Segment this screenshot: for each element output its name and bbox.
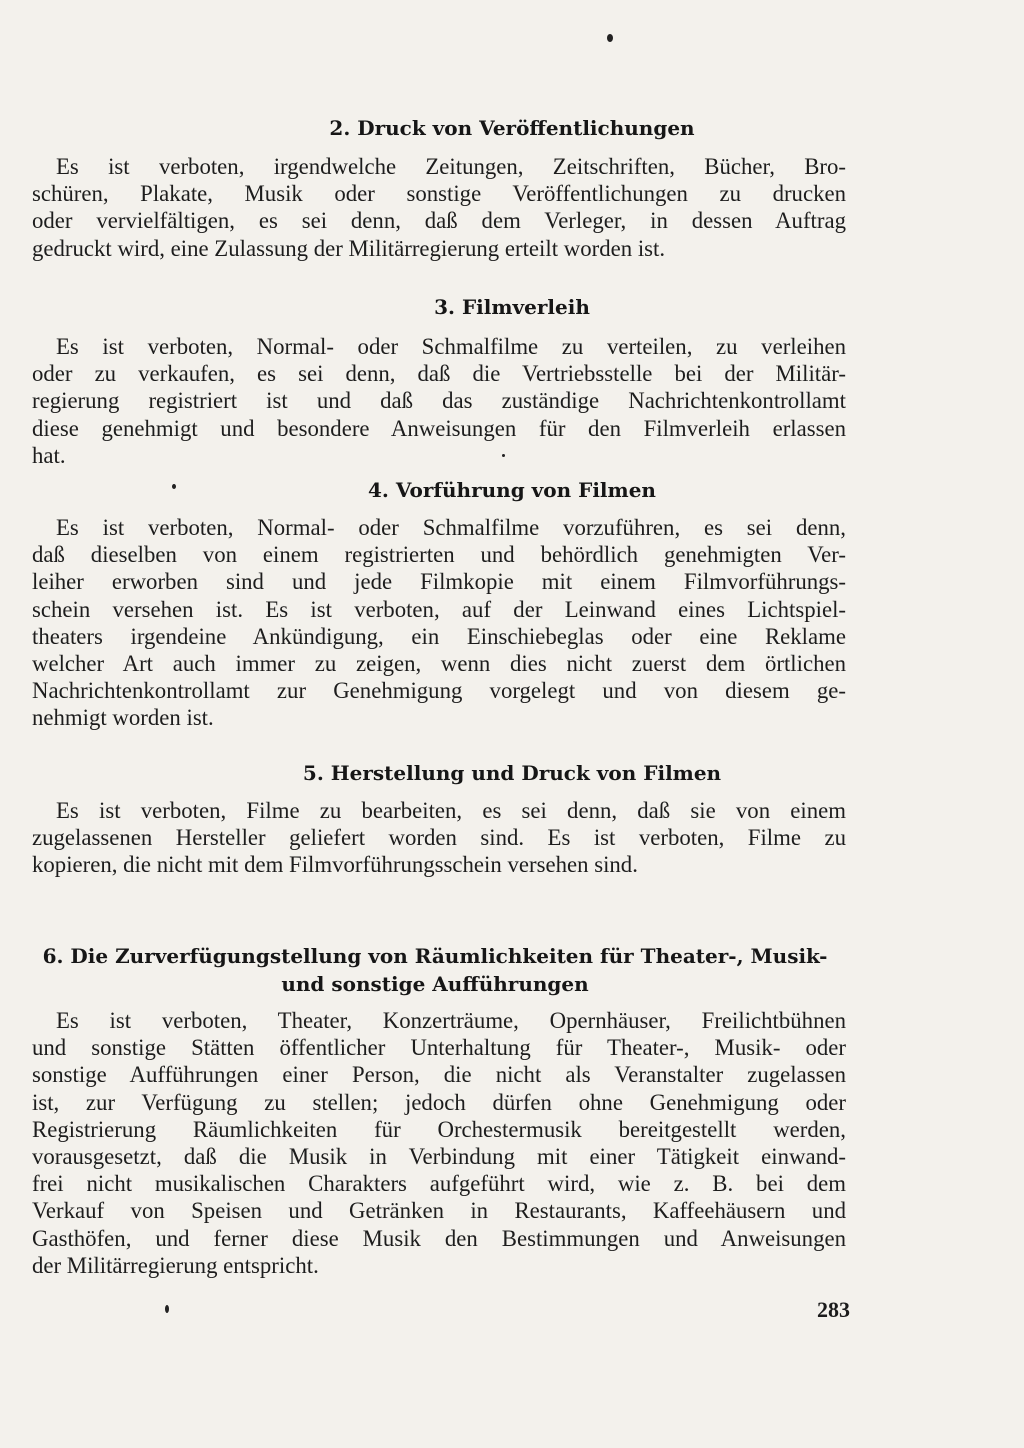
- text-line: oder zu verkaufen, es sei denn, daß die Vertriebsstelle bei der Militär-: [32, 361, 846, 387]
- section-heading: 3. Filmverleih: [434, 295, 590, 319]
- text-line: Es ist verboten, Filme zu bearbeiten, es sei denn, daß sie von einem: [56, 798, 846, 823]
- text-line: daß dieselben von einem registrierten und behördlich genehmigten Ver-: [32, 542, 846, 568]
- section-paragraph: [32, 153, 846, 262]
- text-line: Es ist verboten, Normal- oder Schmalfilme vorzuführen, es sei denn,: [56, 515, 846, 540]
- text-line: vorausgesetzt, daß die Musik in Verbindung mit einer Tätigkeit einwand-: [32, 1144, 846, 1170]
- text-line: sonstige Aufführungen einer Person, die nicht als Veranstalter zugelassen: [32, 1062, 846, 1088]
- text-line: gedruckt wird, eine Zulassung der Militärregierung erteilt worden ist.: [32, 235, 666, 261]
- text-line: schein versehen ist. Es ist verboten, auf der Leinwand eines Lichtspiel-: [32, 596, 846, 622]
- text-line: nehmigt worden ist.: [32, 705, 214, 731]
- text-line: oder vervielfältigen, es sei denn, daß dem Verleger, in dessen Auftrag: [32, 208, 846, 234]
- text-line: leiher erworben sind und jede Filmkopie mit einem Filmvorführungs-: [32, 569, 846, 595]
- text-line: Gasthöfen, und ferner diese Musik den Bestimmungen und Anweisungen: [32, 1225, 846, 1251]
- scan-speck: [165, 1305, 169, 1313]
- section-heading: 2. Druck von Veröffentlichungen: [329, 116, 695, 140]
- heading-line: 6. Die Zurverfügungstellung von Räumlichkeiten für Theater-, Musik-: [42, 944, 828, 968]
- text-line: schüren, Plakate, Musik oder sonstige Veröffentlichungen zu drucken: [32, 181, 846, 207]
- text-line: Verkauf von Speisen und Getränken in Restaurants, Kaffeehäusern und: [32, 1198, 846, 1224]
- section-paragraph: [32, 514, 846, 732]
- text-line: hat.: [32, 442, 66, 468]
- section-paragraph: [32, 1007, 846, 1279]
- text-line: Es ist verboten, Normal- oder Schmalfilme zu verteilen, zu verleihen: [56, 334, 846, 359]
- section-paragraph: [32, 797, 846, 879]
- text-line: kopieren, die nicht mit dem Filmvorführungsschein versehen sind.: [32, 852, 638, 878]
- heading-line: und sonstige Aufführungen: [281, 972, 589, 996]
- text-line: theaters irgendeine Ankündigung, ein Einschiebeglas oder eine Reklame: [32, 623, 846, 649]
- text-line: welcher Art auch immer zu zeigen, wenn dies nicht zuerst dem örtlichen: [32, 651, 846, 677]
- text-line: Es ist verboten, Theater, Konzerträume, Opernhäuser, Freilichtbühnen: [56, 1008, 846, 1033]
- section-heading: 5. Herstellung und Druck von Filmen: [302, 761, 722, 785]
- page-number: 283: [817, 1297, 850, 1322]
- text-line: der Militärregierung entspricht.: [32, 1252, 319, 1278]
- text-line: Nachrichtenkontrollamt zur Genehmigung vorgelegt und von diesem ge-: [32, 678, 846, 704]
- text-line: Registrierung Räumlichkeiten für Orchestermusik bereitgestellt werden,: [32, 1116, 846, 1142]
- text-line: frei nicht musikalischen Charakters aufgeführt wird, wie z. B. bei dem: [32, 1171, 846, 1197]
- scan-speck: [607, 34, 613, 42]
- text-line: regierung registriert ist und daß das zuständige Nachrichtenkontrollamt: [32, 388, 846, 414]
- text-line: und sonstige Stätten öffentlicher Unterhaltung für Theater-, Musik- oder: [32, 1035, 846, 1061]
- text-line: zugelassenen Hersteller geliefert worden sind. Es ist verboten, Filme zu: [32, 825, 846, 851]
- section-paragraph: [32, 333, 846, 469]
- text-line: diese genehmigt und besondere Anweisungen für den Filmverleih erlassen: [32, 415, 846, 441]
- text-line: Es ist verboten, irgendwelche Zeitungen, Zeitschriften, Bücher, Bro-: [56, 154, 846, 179]
- text-line: ist, zur Verfügung zu stellen; jedoch dürfen ohne Genehmigung oder: [32, 1089, 846, 1115]
- section-heading: [40, 942, 830, 998]
- section-heading: 4. Vorführung von Filmen: [368, 478, 656, 502]
